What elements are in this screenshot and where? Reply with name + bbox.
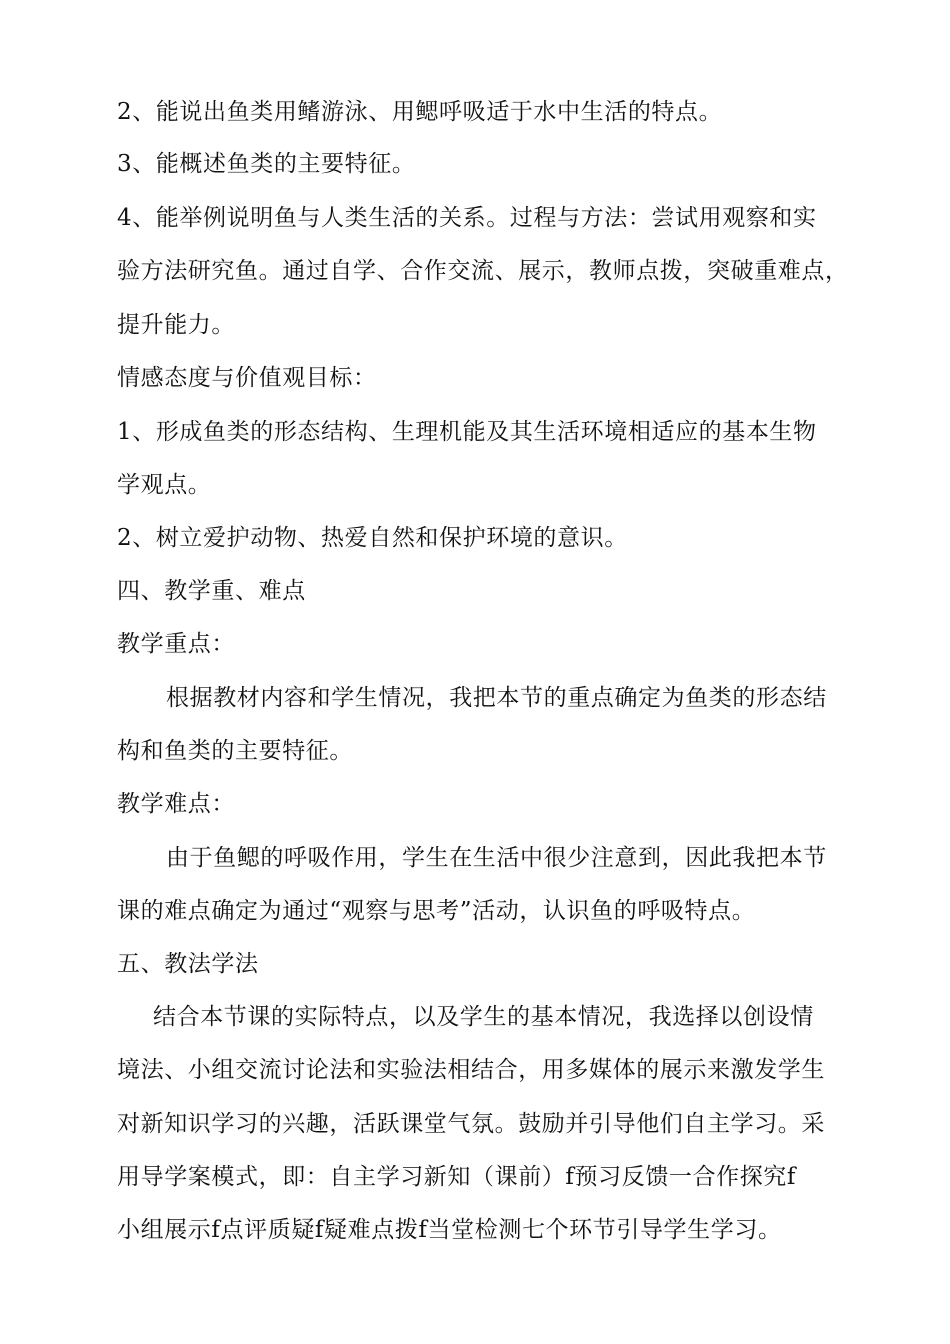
text-line: 1、形成鱼类的形态结构、生理机能及其生活环境相适应的基本生物 [117,419,817,445]
text-line: 2、树立爱护动物、热爱自然和保护环境的意识。 [117,525,628,551]
subheading: 教学难点： [117,791,235,817]
subheading: 教学重点： [117,631,235,657]
section-heading: 情感态度与价值观目标： [117,365,377,391]
text-line: 课的难点确定为通过“观察与思考”活动，认识鱼的呼吸特点。 [117,898,756,924]
text-line: 小组展示f点评质疑f疑难点拨f当堂检测七个环节引导学生学习。 [117,1217,782,1243]
text-line: 由于鱼鳃的呼吸作用，学生在生活中很少注意到，因此我把本节 [166,845,827,871]
text-line: 对新知识学习的兴趣，活跃课堂气氛。鼓励并引导他们自主学习。采 [117,1111,825,1137]
text-line: 验方法研究鱼。通过自学、合作交流、展示，教师点拨，突破重难点， [117,258,849,284]
text-line: 用导学案模式，即：自主学习新知（课前）f预习反馈一合作探究f [117,1164,797,1190]
text-line: 构和鱼类的主要特征。 [117,738,353,764]
text-line: 2、能说出鱼类用鳍游泳、用鳃呼吸适于水中生活的特点。 [117,99,723,125]
text-line: 根据教材内容和学生情况，我把本节的重点确定为鱼类的形态结 [166,685,827,711]
text-line: 结合本节课的实际特点，以及学生的基本情况，我选择以创设情 [153,1004,814,1030]
text-line: 学观点。 [117,472,212,498]
text-line: 3、能概述鱼类的主要特征。 [117,151,416,177]
section-heading: 四、教学重、难点 [117,578,306,604]
text-line: 境法、小组交流讨论法和实验法相结合，用多媒体的展示来激发学生 [117,1057,825,1083]
text-line: 提升能力。 [117,312,235,338]
section-heading: 五、教法学法 [117,951,259,977]
text-line: 4、能举例说明鱼与人类生活的关系。过程与方法：尝试用观察和实 [117,205,817,231]
